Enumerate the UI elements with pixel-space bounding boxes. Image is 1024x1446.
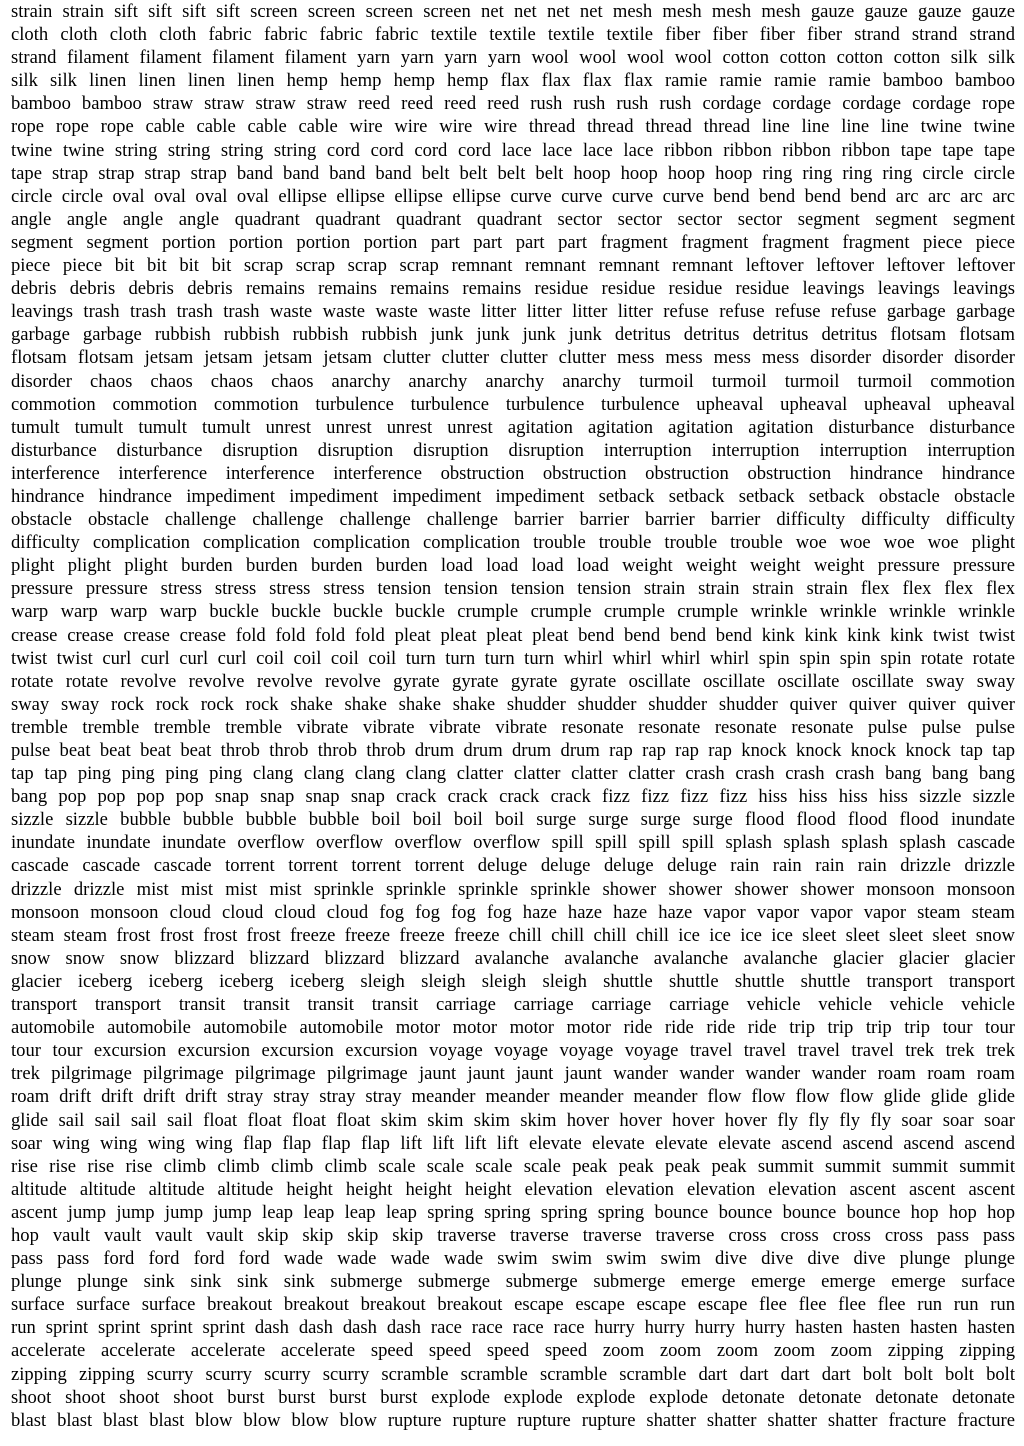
text-line: drizzle drizzle mist mist mist mist sprinkle sprinkle sprinkle sprinkle shower shower shower shower monsoon monsoon [11,878,1015,900]
text-line: bamboo bamboo straw straw straw straw reed reed reed reed rush rush rush rush cordage cordage cordage cordage rope [11,93,1015,115]
text-line: disturbance disturbance disruption disruption disruption disruption interruption interruption interruption interruption [11,439,1015,461]
text-line: hop vault vault vault vault skip skip skip skip traverse traverse traverse traverse cross cross cross cross pass pass [11,1224,1015,1246]
text-line: rope rope rope cable cable cable cable wire wire wire wire thread thread thread thread line line line line twine twine [11,116,1015,138]
text-line: automobile automobile automobile automobile motor motor motor motor ride ride ride ride trip trip trip trip tour tour [11,1017,1015,1039]
text-line: run sprint sprint sprint sprint dash dash dash dash race race race race hurry hurry hurry hurry hasten hasten hasten hasten [11,1317,1015,1339]
text-line: pass pass ford ford ford ford wade wade wade wade swim swim swim swim dive dive dive dive plunge plunge [11,1248,1015,1270]
text-line: tape strap strap strap strap band band band band belt belt belt belt hoop hoop hoop hoop ring ring ring ring circle circle [11,162,1015,184]
text-line: plunge plunge sink sink sink sink submerge submerge submerge submerge emerge emerge emerge emerge surface [11,1271,1015,1293]
text-line: tour tour excursion excursion excursion excursion voyage voyage voyage voyage travel travel travel travel trek trek trek [11,1040,1015,1062]
text-line: warp warp warp warp buckle buckle buckle buckle crumple crumple crumple crumple wrinkle wrinkle wrinkle wrinkle [11,601,1015,623]
text-line: piece piece bit bit bit bit scrap scrap scrap scrap remnant remnant remnant remnant leftover leftover leftover leftover [11,255,1015,277]
text-line: tremble tremble tremble tremble vibrate vibrate vibrate vibrate resonate resonate resonate resonate pulse pulse pulse [11,716,1015,738]
text-line: cascade cascade cascade torrent torrent torrent torrent deluge deluge deluge deluge rain rain rain rain drizzle drizzle [11,855,1015,877]
text-line: interference interference interference interference obstruction obstruction obstruction obstruction hindrance hindrance [11,462,1015,484]
text-line: silk silk linen linen linen linen hemp hemp hemp hemp flax flax flax flax ramie ramie ramie ramie bamboo bamboo [11,70,1015,92]
text-line: debris debris debris debris remains remains remains remains residue residue residue residue leavings leavings leavings [11,278,1015,300]
text-line: ascent jump jump jump jump leap leap leap leap spring spring spring spring bounce bounce bounce bounce hop hop hop [11,1201,1015,1223]
text-line: pulse beat beat beat beat throb throb throb throb drum drum drum drum rap rap rap rap knock knock knock knock tap tap [11,740,1015,761]
text-line: rotate rotate revolve revolve revolve revolve gyrate gyrate gyrate gyrate oscillate oscillate oscillate oscillate sway sway [11,670,1015,692]
text-line: disorder chaos chaos chaos chaos anarchy anarchy anarchy anarchy turmoil turmoil turmoil turmoil commotion [11,370,1015,392]
text-line: soar wing wing wing wing flap flap flap flap lift lift lift lift elevate elevate elevate elevate ascend ascend ascend ascend [11,1132,1015,1154]
text-line: twine twine string string string string cord cord cord cord lace lace lace lace ribbon ribbon ribbon ribbon tape tape tape [11,139,1015,161]
text-line: crease crease crease crease fold fold fold fold pleat pleat pleat pleat bend bend bend bend kink kink kink kink twist twist [11,624,1015,646]
text-line: accelerate accelerate accelerate accelerate speed speed speed speed zoom zoom zoom zoom zoom zipping zipping [11,1340,1015,1362]
text-line: inundate inundate inundate overflow overflow overflow overflow spill spill spill spill splash splash splash splash cascade [11,832,1015,854]
text-line: snow snow snow blizzard blizzard blizzard blizzard avalanche avalanche avalanche avalanche glacier glacier glacier [11,947,1015,969]
body-text [11,0,1015,1446]
text-line: flotsam flotsam jetsam jetsam jetsam jetsam clutter clutter clutter clutter mess mess mess mess disorder disorder disorder [11,347,1015,369]
text-line: rise rise rise rise climb climb climb climb scale scale scale scale peak peak peak peak summit summit summit summit [11,1155,1015,1177]
text-line: angle angle angle angle quadrant quadrant quadrant quadrant sector sector sector sector segment segment segment [11,208,1015,230]
text-line: commotion commotion commotion turbulence turbulence turbulence turbulence upheaval upheaval upheaval upheaval [11,393,1015,415]
text-line: pressure pressure stress stress stress stress tension tension tension tension strain strain strain strain flex flex flex flex [11,578,1015,600]
text-line: difficulty complication complication complication complication trouble trouble trouble trouble woe woe woe woe plight [11,532,1015,554]
text-line: glide sail sail sail sail float float float float skim skim skim skim hover hover hover hover fly fly fly fly soar soar soar [11,1109,1015,1131]
text-line: shoot shoot shoot shoot burst burst burst burst explode explode explode explode detonate detonate detonate detonate [11,1386,1015,1408]
text-line: sway sway rock rock rock rock shake shake shake shake shudder shudder shudder shudder quiver quiver quiver quiver [11,693,1015,715]
text-line: blast blast blast blast blow blow blow blow rupture rupture rupture rupture shatter shatter shatter shatter fracture fracture [11,1409,1015,1431]
text-line: altitude altitude altitude altitude height height height height elevation elevation elevation elevation ascent ascent ascent [11,1178,1015,1200]
text-line: strand filament filament filament filament yarn yarn yarn yarn wool wool wool wool cotton cotton cotton cotton silk silk [11,47,1015,69]
text-line: garbage garbage rubbish rubbish rubbish rubbish junk junk junk junk detritus detritus detritus detritus flotsam flotsam [11,324,1015,346]
text-line: sizzle sizzle bubble bubble bubble bubble boil boil boil boil surge surge surge surge flood flood flood flood inundate [11,809,1015,831]
text-line: transport transport transit transit transit transit carriage carriage carriage carriage vehicle vehicle vehicle vehicle [11,994,1015,1016]
text-line: tap tap ping ping ping ping clang clang clang clang clatter clatter clatter clatter crash crash crash crash bang bang bang [11,763,1015,785]
text-line: twist twist curl curl curl curl coil coil coil coil turn turn turn turn whirl whirl whirl whirl spin spin spin spin rotate rotate [11,647,1015,669]
text-line: monsoon monsoon cloud cloud cloud cloud fog fog fog fog haze haze haze haze vapor vapor vapor vapor steam steam [11,901,1015,923]
text-line: zipping zipping scurry scurry scurry scurry scramble scramble scramble scramble dart dart dart dart bolt bolt bolt bolt [11,1363,1015,1385]
text-line: obstacle obstacle challenge challenge challenge challenge barrier barrier barrier barrier difficulty difficulty difficulty [11,509,1015,531]
text-line: plight plight plight burden burden burden burden load load load load weight weight weight weight pressure pressure [11,555,1015,577]
text-line: steam steam frost frost frost frost freeze freeze freeze freeze chill chill chill chill ice ice ice ice sleet sleet sleet sleet snow [11,924,1015,946]
text-line: surface surface surface breakout breakout breakout breakout escape escape escape escape flee flee flee flee run run run [11,1294,1015,1316]
text-line: circle circle oval oval oval oval ellipse ellipse ellipse ellipse curve curve curve curve bend bend bend bend arc arc arc arc [11,185,1015,207]
text-line: glacier iceberg iceberg iceberg iceberg sleigh sleigh sleigh sleigh shuttle shuttle shuttle shuttle transport transport [11,970,1015,992]
text-line: segment segment portion portion portion portion part part part part fragment fragment fragment fragment piece piece [11,231,1015,253]
text-line: roam drift drift drift drift stray stray stray stray meander meander meander meander flow flow flow flow glide glide glide [11,1086,1015,1108]
text-line: strain strain sift sift sift sift screen screen screen screen net net net net mesh mesh mesh mesh gauze gauze gauze gauze [11,1,1015,22]
text-line: hindrance hindrance impediment impediment impediment impediment setback setback setback setback obstacle obstacle [11,485,1015,507]
text-line: trek pilgrimage pilgrimage pilgrimage pilgrimage jaunt jaunt jaunt jaunt wander wander wander wander roam roam roam [11,1063,1015,1085]
text-line [11,1432,1015,1446]
text-line: tumult tumult tumult tumult unrest unrest unrest unrest agitation agitation agitation agitation disturbance disturbance [11,416,1015,438]
text-line: leavings trash trash trash trash waste waste waste waste litter litter litter litter refuse refuse refuse refuse garbage garbage [11,301,1015,323]
text-line: cloth cloth cloth cloth fabric fabric fabric fabric textile textile textile textile fiber fiber fiber fiber strand strand strand [11,24,1015,46]
text-line: bang pop pop pop pop snap snap snap snap crack crack crack crack fizz fizz fizz fizz hiss hiss hiss hiss sizzle sizzle [11,786,1015,808]
